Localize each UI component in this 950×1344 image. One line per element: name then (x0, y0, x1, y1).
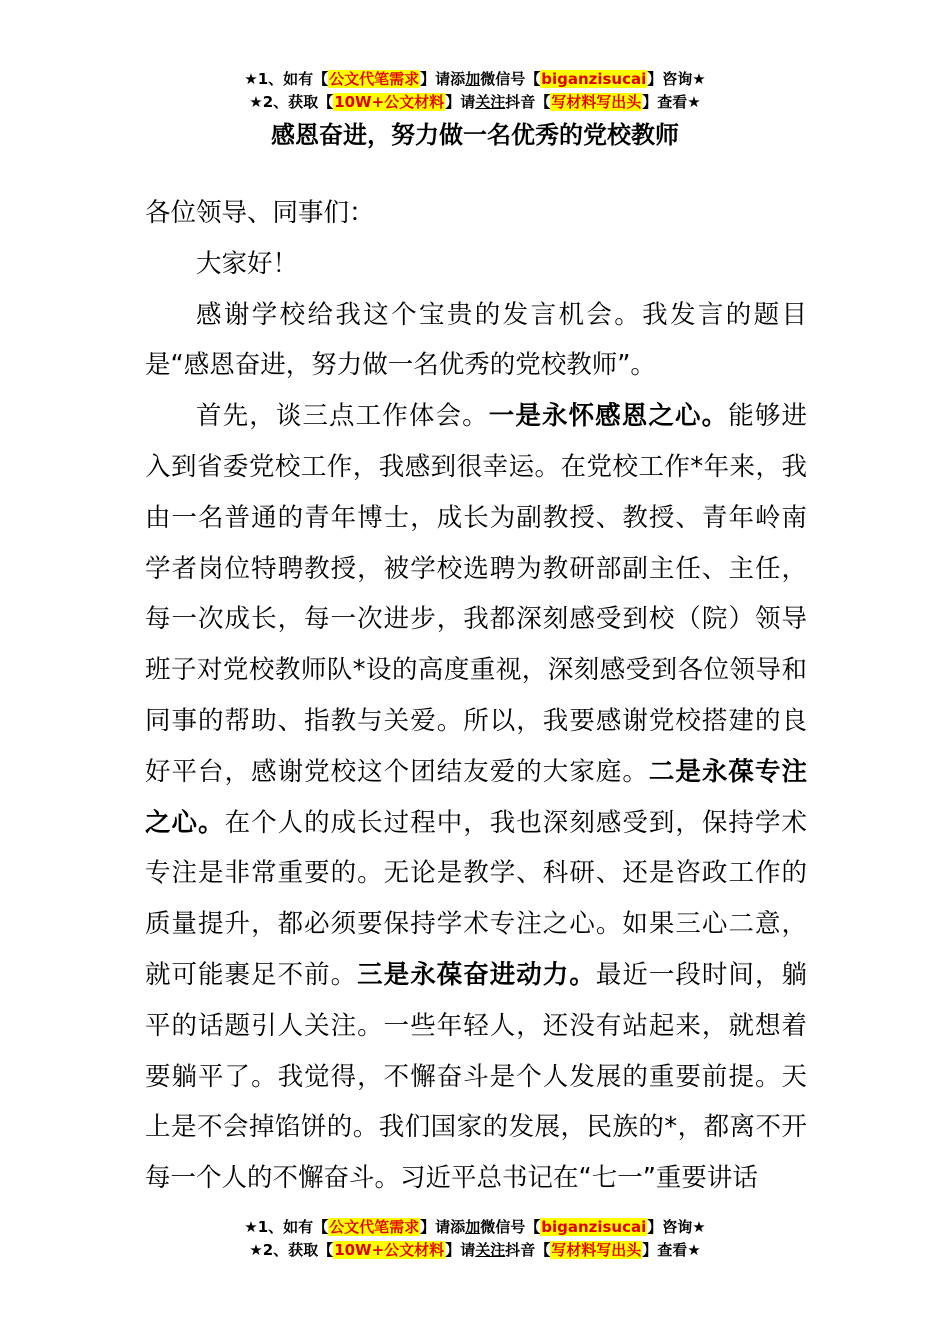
salutation: 各位领导、同事们： (145, 198, 375, 228)
banner-text: ★2、获取【 (249, 1241, 334, 1259)
paragraph-text: 在个人的成长过程中，我也深刻感受到，保持学术专注是非常重要的。无论是教学、科研、还是咨政工作的质量提升，都必须要保持学术专注之心。如果三心二意，就可能裹足不前。 (145, 807, 807, 990)
banner-text: 】请添 (420, 1218, 466, 1236)
banner-line-2 (0, 91, 950, 114)
banner-highlight: 10W+公文材料 (334, 1241, 445, 1259)
banner-text: 】请 (445, 93, 476, 111)
paragraph-text: 能够进入到省委党校工作，我感到很幸运。在党校工作*年来，我由一名普通的青年博士，成长为副教授、教授、青年岭南学者岗位特聘教授，被学校选聘为教研部副主任、主任，每一次成长，每一次进步，我都深刻感受到校（院）领导班子对党校教师队*设的高度重视，深刻感受到各位领导和同事的帮助、指教与关爱。所以，我要感谢党校搭建的良好平台，感谢党校这个团结友爱的大家庭。 (145, 401, 807, 787)
banner-text: 】查看★ (642, 93, 701, 111)
greeting: 大家好！ (196, 248, 299, 279)
paragraph-text: 首先，谈三点工作体会。 (196, 401, 489, 432)
banner-text: 】查看★ (642, 1241, 701, 1259)
paragraph-text: 最近一段时间，躺平的话题引人关注。一些年轻人，还没有站起来，就想着要躺平了。我觉得，不懈奋斗是个人发展的重要前提。天上是不会掉馅饼的。我们国家的发展，民族的*，都离不开每一个人的不懈奋斗。习近平总书记在“七一”重要讲话 (145, 959, 807, 1194)
document-body (145, 188, 807, 1204)
document-title: 感恩奋进，努力做一名优秀的党校教师 (271, 121, 679, 149)
banner-text: ★1、如有【 (244, 70, 329, 88)
banner-wechat-id: biganzisucai (541, 1218, 647, 1236)
header-banner (0, 68, 950, 114)
banner-text: 】请添 (420, 70, 466, 88)
paragraph-intro: 感谢学校给我这个宝贵的发言机会。我发言的题目是“感恩奋进，努力做一名优秀的党校教师”。 (145, 299, 807, 381)
banner-line-2 (0, 1239, 950, 1262)
banner-underlined-text: 加 (465, 70, 481, 88)
banner-highlight: 10W+公文材料 (334, 93, 445, 111)
banner-douyin-account: 写材料写出头 (551, 1241, 642, 1259)
banner-text: 抖音【 (505, 1241, 551, 1259)
banner-text: ★1、如有【 (244, 1218, 329, 1236)
footer-banner (0, 1216, 950, 1262)
banner-text: 】咨询★ (647, 70, 706, 88)
banner-underlined-text: 加 (465, 1218, 481, 1236)
banner-underlined-text: 关注 (475, 93, 506, 111)
banner-wechat-id: biganzisucai (541, 70, 647, 88)
banner-text: 微信号【 (480, 1218, 541, 1236)
banner-line-1 (0, 1216, 950, 1239)
point-heading: 一是永怀感恩之心。 (488, 401, 729, 432)
point-heading: 三是永葆奋进动力。 (357, 959, 596, 990)
banner-highlight: 公文代笔需求 (329, 70, 420, 88)
banner-text: ★2、获取【 (249, 93, 334, 111)
banner-text: 】请 (445, 1241, 476, 1259)
banner-text: 抖音【 (505, 93, 551, 111)
banner-text: 微信号【 (480, 70, 541, 88)
banner-douyin-account: 写材料写出头 (551, 93, 642, 111)
banner-highlight: 公文代笔需求 (329, 1218, 420, 1236)
banner-underlined-text: 关注 (475, 1241, 506, 1259)
point-heading: 二是永葆专注之心。 (145, 756, 807, 838)
banner-text: 】咨询★ (647, 1218, 706, 1236)
banner-line-1 (0, 68, 950, 91)
paragraph-experience (145, 391, 807, 1204)
